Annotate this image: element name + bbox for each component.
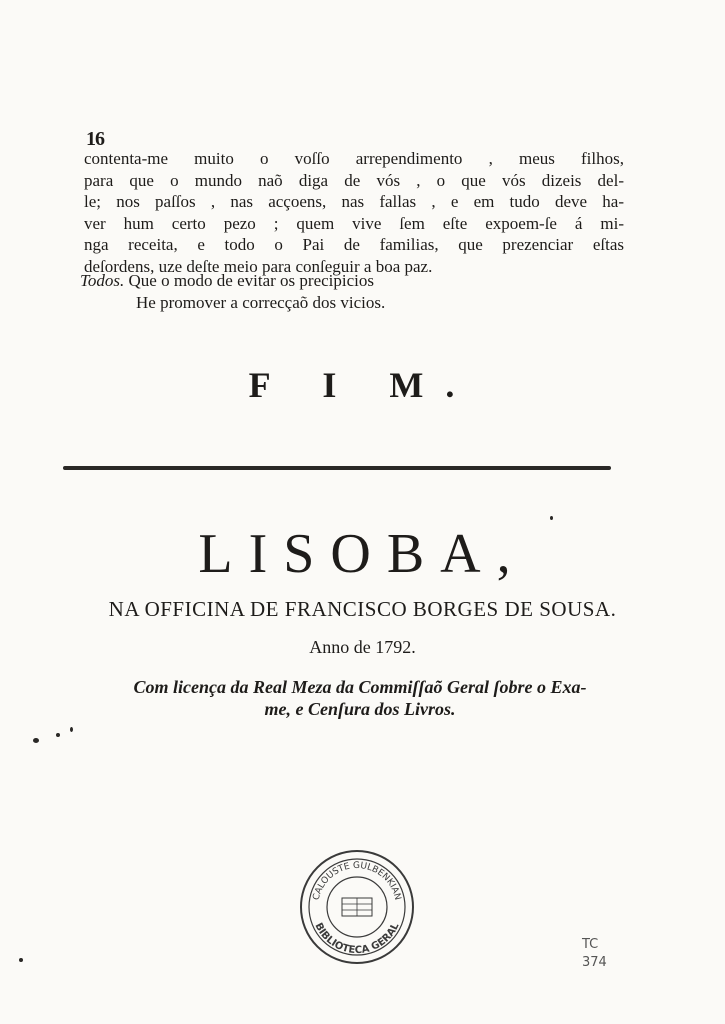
paragraph-line: ver hum certo pezo ; quem vive ſem eſte expoem-ſe á mi- [84,213,624,233]
handwritten-shelfmark [582,936,607,972]
stamp-inner-text: BIBLIOTECA GERAL [312,921,402,957]
paragraph-line: para que o mundo naõ diga de vós , o que vós dizeis del- [84,170,624,190]
paragraph-line: le; nos paſſos , nas acçoens, nas fallas , e em tudo deve ha- [84,192,624,211]
license-statement [70,676,650,720]
stamp-outer-text: CALOUSTE GULBENKIAN [311,860,403,902]
ink-speck [19,958,23,962]
divider-rule [63,466,611,470]
paragraph-line: deſordens, uze deſte meio para conſeguir a boa paz. [84,256,433,276]
license-line: Com licença da Real Meza da Commiſſaõ Geral ſobre o Exa- [133,677,587,697]
shelfmark-line: 374 [582,955,607,970]
ink-speck [70,727,73,732]
imprint-year: Anno de 1792. [309,637,416,657]
verse-line: He promover a correcçaõ dos vicios. [136,292,386,312]
imprint-city: LISOBA, [198,523,527,585]
chorus-speech [80,270,385,313]
paragraph-line: nga receita, e todo o Pai de familias, que prezenciar eſtas [84,235,624,254]
shelfmark-line: TC [582,937,599,952]
imprint-printer: NA OFFICINA DE FRANCISCO BORGES DE SOUSA. [108,597,617,621]
ink-speck [550,516,553,520]
end-heading: F I M. [248,365,477,405]
ink-speck [33,738,39,743]
license-line: me, e Cenſura dos Livros. [264,699,456,719]
verse-line: Que o modo de evitar os precipicios [128,271,375,290]
library-stamp [298,848,416,966]
stamp-emblem-icon [342,898,372,916]
speech-line-1 [80,270,385,292]
closing-paragraph [84,148,624,277]
ink-speck [56,733,60,737]
paragraph-line: contenta-me muito o voſſo arrependimento , meus filhos, [84,149,624,168]
speaker-name: Todos. [80,271,125,290]
page-number: 16 [86,128,104,150]
